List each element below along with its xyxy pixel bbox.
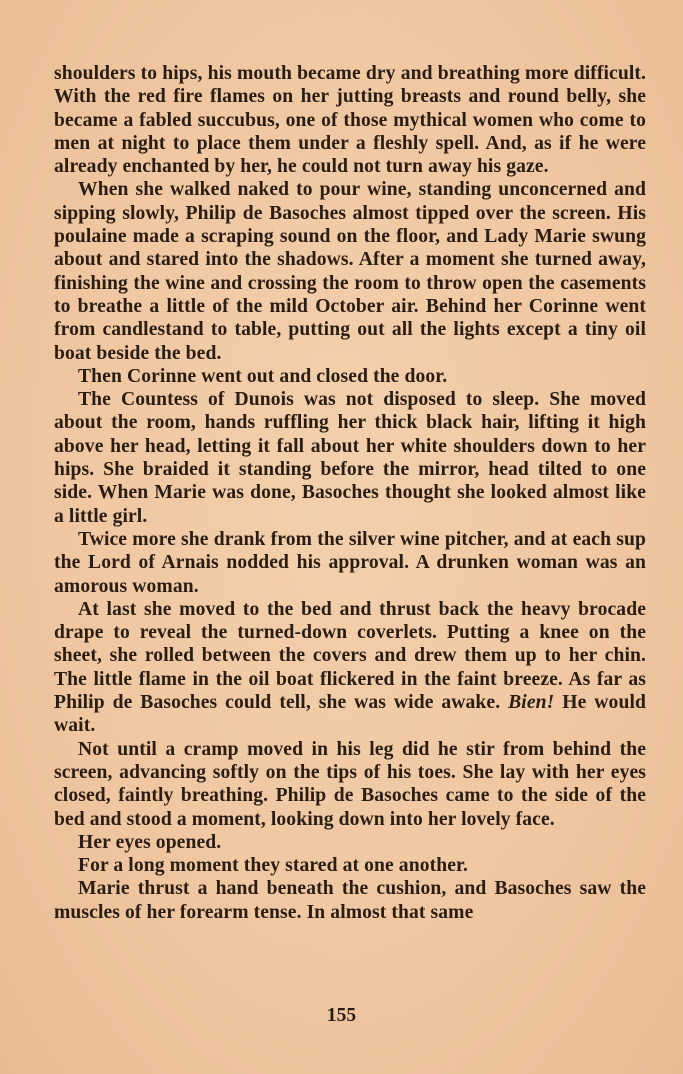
italic-word: Bien! (508, 692, 555, 714)
paragraph: Twice more she drank from the silver wine pitcher, and at each sup the Lord of Arnais nodded his approval. A drunken woman was an amorous woman. (54, 528, 646, 597)
paragraph (54, 598, 646, 738)
paragraph: Not until a cramp moved in his leg did he stir from behind the screen, advancing softly on the tips of his toes. She lay with her eyes closed, faintly breathing. Philip de Basoches came to the side of the bed and stood a moment, looking down into her lovely face. (54, 738, 646, 830)
paragraph: When she walked naked to pour wine, standing unconcerned and sipping slowly, Philip de Basoches almost tipped over the screen. His poulaine made a scraping sound on the floor, and Lady Marie swung about and stared into the shadows. After a moment she turned away, finishing the wine and crossing the room to throw open the casements to breathe a little of the mild October air. Behind her Corinne went from candlestand to table, putting out all the lights except a tiny oil boat beside the bed. (54, 179, 646, 364)
paragraph-text: At last she moved to the bed and thrust back the heavy brocade drape to reveal the turned-down coverlets. Putting a knee on the sheet, she rolled between the covers and drew them up to her chin. The little flame in the oil boat flickered in the faint breeze. As far as Philip de Basoches could tell, she was wide awake. (54, 598, 646, 714)
body-text (54, 62, 646, 924)
paragraph: The Countess of Dunois was not disposed to sleep. She moved about the room, hands ruffling her thick black hair, lifting it high above her head, letting it fall about her white shoulders down to her hips. She braided it standing before the mirror, head tilted to one side. When Marie was done, Basoches thought she looked almost like a little girl. (54, 389, 646, 527)
paragraph-text: He would wait. (54, 692, 646, 737)
page-number: 155 (326, 1005, 357, 1026)
paragraph: Marie thrust a hand beneath the cushion, and Basoches saw the muscles of her forearm tense. In almost that same (54, 878, 646, 923)
paragraph: For a long moment they stared at one another. (78, 855, 469, 877)
paragraph: Then Corinne went out and closed the door. (78, 365, 448, 387)
paragraph: shoulders to hips, his mouth became dry and breathing more difficult. With the red fire flames on her jutting breasts and round belly, she became a fabled succubus, one of those mythical women who come to men at night to place them under a fleshly spell. And, as if he were already enchanted by her, he could not turn away his gaze. (54, 63, 646, 178)
paragraph: Her eyes opened. (78, 831, 222, 853)
